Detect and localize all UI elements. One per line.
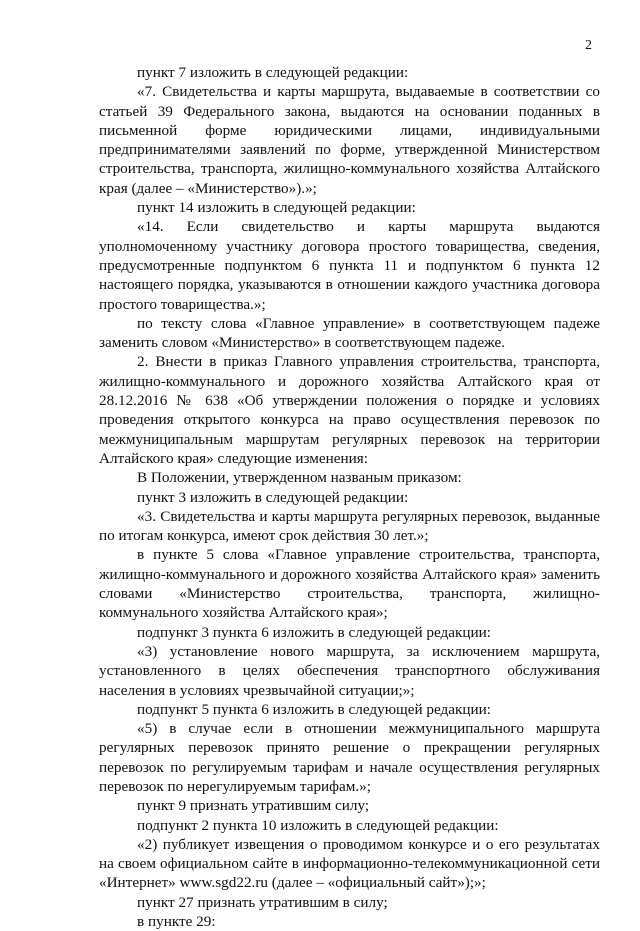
paragraph: пункт 9 признать утратившим силу;: [137, 797, 370, 815]
paragraph: «3) установление нового маршрута, за исключением маршрута, установленного в целях обеспечения транспортного обслуживания населения в условиях чрезвычайной ситуации;»;: [99, 642, 600, 699]
paragraph: подпункт 5 пункта 6 изложить в следующей редакции:: [137, 700, 491, 718]
paragraph: «7. Свидетельства и карты маршрута, выдаваемые в соответствии со статьей 39 Федерального закона, выдаются на основании поданных в письменной форме юридическими лицами, индивидуальными предпринимателями заявлений по форме, утвержденной Министерством строительства, транспорта, жилищно-коммунального хозяйства Алтайского края (далее – «Министерство»).»;: [99, 83, 600, 197]
paragraph: «3. Свидетельства и карты маршрута регулярных перевозок, выданные по итогам конкурса, имеют срок действия 30 лет.»;: [99, 507, 600, 545]
paragraph: В Положении, утвержденном названым приказом:: [137, 469, 462, 487]
paragraph: «5) в случае если в отношении межмуниципального маршрута регулярных перевозок принято решение о прекращении регулярных перевозок по регулируемым тарифам и начале осуществления регулярных перевозок по нерегулируемым тарифам.»;: [99, 720, 600, 795]
paragraph: пункт 7 изложить в следующей редакции:: [137, 64, 409, 81]
paragraph: в пункте 5 слова «Главное управление строительства, транспорта, жилищно-коммунального и дорожного хозяйства Алтайского края» заменить словами «Министерство строительства, транспорта, жилищно-коммунального хозяйства Алтайского края»;: [99, 546, 600, 622]
paragraph: пункт 27 признать утратившим в силу;: [137, 893, 388, 911]
paragraph: «14. Если свидетельство и карты маршрута выдаются уполномоченному участнику договора простого товарищества, сведения, предусмотренные подпунктом 6 пункта 11 и подпунктом 6 пункта 12 настоящего порядка, указываются в отношении каждого участника договора простого товарищества.»;: [99, 218, 600, 313]
paragraph: 2. Внести в приказ Главного управления строительства, транспорта, жилищно-коммунального и дорожного хозяйства Алтайского края от 28.12.2016 № 638 «Об утверждении положения о порядке и условиях проведения открытого конкурса на право осуществления перевозок по межмуниципальным маршрутам регулярных перевозок на территории Алтайского края» следующие изменения:: [99, 353, 600, 467]
page-number: 2: [585, 38, 592, 53]
paragraph: «2) публикует извещения о проводимом конкурсе и о его результатах на своем официальном сайте в информационно-телекоммуникационной сети «Интернет» www.sgd22.ru (далее – «официальный сайт»);»;: [99, 835, 600, 892]
paragraph: подпункт 2 пункта 10 изложить в следующей редакции:: [137, 816, 499, 834]
paragraph: по тексту слова «Главное управление» в соответствующем падеже заменить словом «Министерство» в соответствующем падеже.: [99, 314, 600, 352]
paragraph: пункт 14 изложить в следующей редакции:: [137, 199, 416, 217]
paragraph: подпункт 3 пункта 6 изложить в следующей редакции:: [137, 623, 491, 641]
paragraph: пункт 3 изложить в следующей редакции:: [137, 488, 409, 506]
paragraph: в пункте 29:: [137, 913, 216, 931]
document-body: [99, 63, 600, 931]
